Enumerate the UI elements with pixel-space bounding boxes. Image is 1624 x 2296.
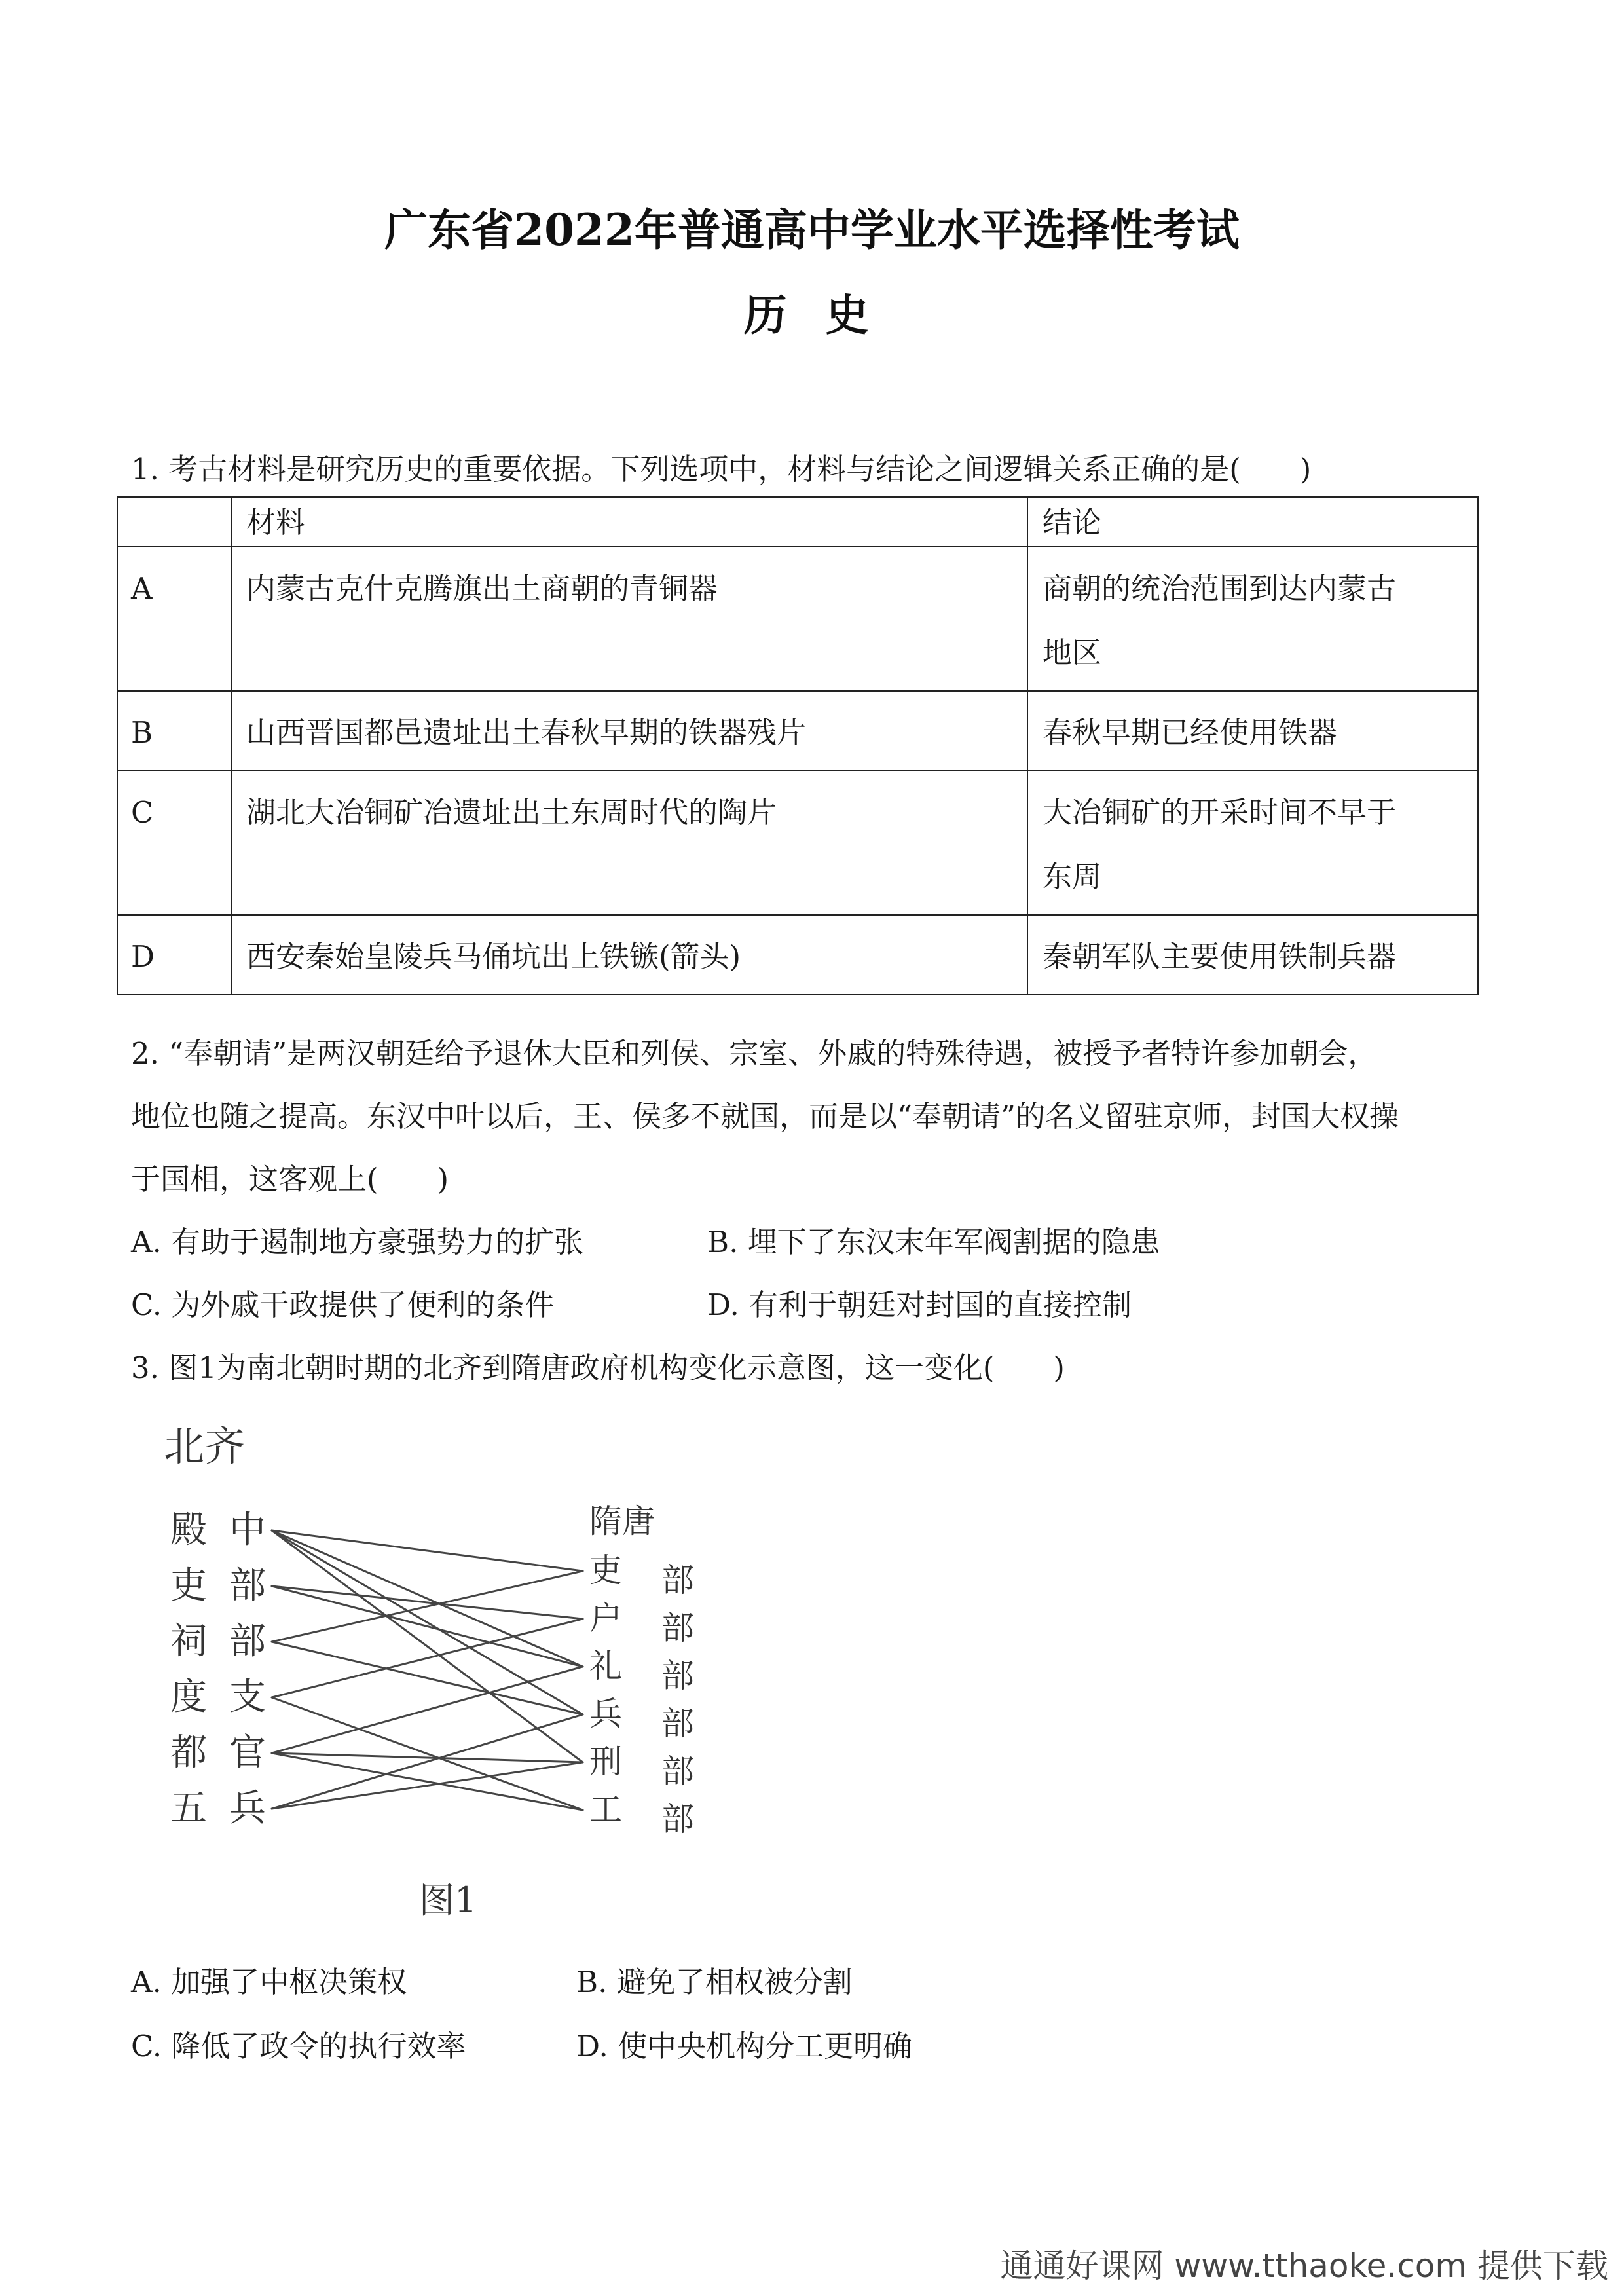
fig-left-inner-char: 官 — [229, 1731, 266, 1774]
fig-right-outer-char: 部 — [661, 1752, 694, 1790]
fig-right-inner-char: 户 — [589, 1599, 622, 1637]
q3-option-b[interactable]: B. 避免了相权被分割 — [576, 1965, 853, 1999]
fig-left-outer-char: 五 — [170, 1787, 207, 1830]
row-conclusion — [1027, 547, 1478, 691]
fig-connector-line — [272, 1586, 583, 1619]
table-row — [117, 771, 1478, 915]
q3-option-d[interactable]: D. 使中央机构分工更明确 — [576, 2029, 913, 2064]
table-header-row — [117, 497, 1478, 547]
table-header-material: 材料 — [231, 497, 1027, 547]
table-row — [117, 915, 1478, 995]
fig-right-inner-char: 吏 — [589, 1551, 622, 1589]
fig-right-inner-char: 兵 — [589, 1695, 622, 1733]
q2-stem-line2: 地位也随之提高。东汉中叶以后，王、侯多不就国，而是以“奉朝请”的名义留驻京师，封国大权操 — [131, 1099, 1399, 1134]
table-header-cell — [117, 497, 231, 547]
fig-right-outer-char: 部 — [661, 1657, 694, 1695]
fig-left-outer-char: 祠 — [170, 1620, 207, 1663]
fig-left-outer-char: 都 — [170, 1731, 207, 1774]
q2-option-b[interactable]: B. 埋下了东汉末年军阀割据的隐患 — [707, 1225, 1160, 1259]
fig-left-inner-char: 支 — [229, 1676, 266, 1718]
subject-title: 历 史 — [743, 289, 881, 341]
fig-left-outer-char: 吏 — [170, 1565, 207, 1607]
q1-stem: 1. 考古材料是研究历史的重要依据。下列选项中，材料与结论之间逻辑关系正确的是( ) — [131, 452, 1312, 487]
q3-stem: 3. 图1为南北朝时期的北齐到隋唐政府机构变化示意图，这一变化( ) — [131, 1350, 1065, 1385]
fig-left-inner-char: 中 — [229, 1509, 266, 1551]
fig-caption: 图1 — [419, 1879, 477, 1919]
fig-right-inner-char: 工 — [589, 1790, 622, 1828]
exam-title: 广东省2022年普通高中学业水平选择性考试 — [384, 204, 1240, 255]
fig-connector-line — [272, 1667, 583, 1753]
row-label: B — [117, 691, 231, 771]
fig-right-heading: 隋唐 — [589, 1502, 655, 1540]
table-header-conclusion: 结论 — [1027, 497, 1478, 547]
row-conclusion-line1: 商朝的统治范围到达内蒙古 — [1043, 571, 1397, 606]
q2-option-a[interactable]: A. 有助于遏制地方豪强势力的扩张 — [131, 1225, 584, 1259]
q2-stem-line1: 2. “奉朝请”是两汉朝廷给予退休大臣和列侯、宗室、外戚的特殊待遇，被授予者特许参加朝会， — [131, 1036, 1378, 1071]
fig-right-outer-char: 部 — [661, 1609, 694, 1647]
q2-stem-line3: 于国相，这客观上( ) — [131, 1162, 449, 1196]
fig-right-outer-char: 部 — [661, 1561, 694, 1599]
fig-right-outer-char: 部 — [661, 1705, 694, 1743]
row-conclusion — [1027, 915, 1478, 995]
fig-right-outer-char: 部 — [661, 1800, 694, 1838]
row-conclusion-line1: 春秋早期已经使用铁器 — [1043, 715, 1338, 750]
fig-right-inner-char: 礼 — [589, 1647, 622, 1685]
row-conclusion-line1: 秦朝军队主要使用铁制兵器 — [1043, 939, 1397, 974]
fig-connector-line — [272, 1642, 583, 1714]
row-material: 湖北大冶铜矿冶遗址出土东周时代的陶片 — [231, 771, 1027, 915]
q3-option-c[interactable]: C. 降低了政令的执行效率 — [131, 2029, 466, 2064]
q2-option-d[interactable]: D. 有利于朝廷对封国的直接控制 — [707, 1287, 1132, 1322]
row-material: 山西晋国都邑遗址出土春秋早期的铁器残片 — [231, 691, 1027, 771]
fig-left-inner-char: 部 — [229, 1620, 266, 1663]
fig-connector-line — [272, 1530, 583, 1714]
fig-left-inner-char: 部 — [229, 1565, 266, 1607]
row-label: D — [117, 915, 231, 995]
row-label: C — [117, 771, 231, 915]
fig-left-inner-char: 兵 — [229, 1787, 266, 1830]
q2-option-c[interactable]: C. 为外戚干政提供了便利的条件 — [131, 1287, 555, 1322]
fig-left-outer-char: 殿 — [170, 1509, 207, 1551]
table-row — [117, 691, 1478, 771]
row-conclusion-line1: 大冶铜矿的开采时间不早于 — [1043, 795, 1397, 830]
q1-table — [117, 496, 1479, 995]
q3-option-a[interactable]: A. 加强了中枢决策权 — [131, 1965, 407, 1999]
fig-right-inner-char: 刑 — [589, 1743, 622, 1781]
table-row — [117, 547, 1478, 691]
figure-1-diagram — [131, 1408, 747, 1919]
fig-left-heading: 北齐 — [164, 1422, 246, 1470]
row-material: 内蒙古克什克腾旗出土商朝的青铜器 — [231, 547, 1027, 691]
watermark: 通通好课网 www.tthaoke.com 提供下载 — [1000, 2247, 1608, 2285]
row-conclusion-line2: 东周 — [1043, 859, 1102, 894]
row-conclusion-line2: 地区 — [1043, 635, 1102, 670]
row-conclusion — [1027, 691, 1478, 771]
row-label: A — [117, 547, 231, 691]
row-conclusion — [1027, 771, 1478, 915]
fig-left-outer-char: 度 — [170, 1676, 207, 1718]
row-material: 西安秦始皇陵兵马俑坑出上铁镞(箭头) — [231, 915, 1027, 995]
